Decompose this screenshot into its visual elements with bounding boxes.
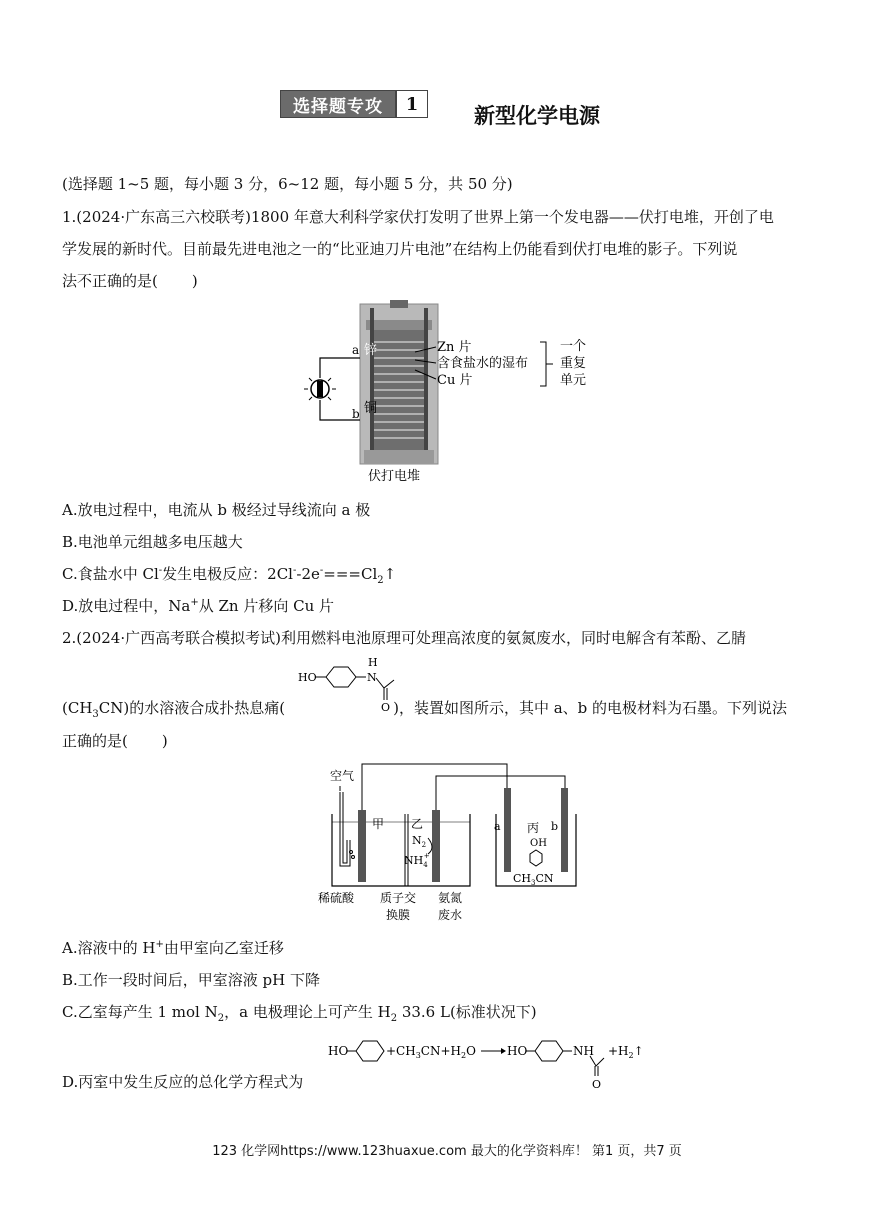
q2-c-sub: 2	[217, 1013, 225, 1024]
q1-d-post: 从 Zn 片移向 Cu 片	[198, 597, 335, 615]
fig-nh4-text: NH	[404, 854, 424, 867]
label-cu-piece: Cu 片	[437, 373, 473, 388]
q2-c-sub2: 2	[390, 1013, 398, 1024]
q2-option-c	[62, 1001, 537, 1024]
fig-yi: 乙	[411, 817, 424, 831]
q2-a-sup: +	[155, 939, 164, 950]
structure-n: N	[367, 671, 377, 684]
fig-b: b	[551, 820, 559, 833]
figure-caption: 伏打电堆	[368, 469, 421, 484]
fig-ch3cn-post: CN	[535, 872, 554, 885]
q1-line3	[62, 270, 198, 291]
label-unit-1: 一个	[560, 339, 587, 354]
fig-jia: 甲	[372, 817, 385, 831]
q2-line2	[62, 697, 787, 720]
structure-h: H	[368, 656, 378, 669]
section-badge	[280, 90, 428, 118]
fig-nh4-sup: +	[423, 852, 430, 860]
page-footer: 123 化学网https://www.123huaxue.com 最大的化学资料库！ 第1 页，共7 页	[212, 1144, 682, 1159]
q1-d-pre: D.放电过程中，Na	[62, 597, 191, 615]
fig-ch3cn-sub: 3	[531, 879, 536, 887]
q1-option-a: A.放电过程中，电流从 b 极经过导线流向 a 极	[62, 501, 371, 519]
label-zn-piece: Zn 片	[437, 340, 472, 355]
eq-ho1: HO	[328, 1044, 349, 1058]
eq-o2: O	[592, 1078, 602, 1091]
fig-membrane-2: 换膜	[386, 908, 411, 922]
eq-middle-a: +CH	[386, 1044, 416, 1058]
fig-nh4-sub: 4	[423, 861, 428, 869]
eq-h2o-sub: 2	[461, 1051, 467, 1060]
q2-option-a	[62, 937, 284, 958]
fuel-cell-figure	[310, 760, 600, 926]
q2-line3	[62, 730, 168, 751]
q2-option-d: D.丙室中发生反应的总化学方程式为	[62, 1073, 304, 1091]
q2-line3-text: 正确的是(	[62, 732, 128, 750]
fig-n2-text: N	[412, 834, 422, 847]
label-copper: 铜	[364, 401, 378, 416]
q2-line1: 2.(2024·广西高考联合模拟考试)利用燃料电池原理可处理高浓度的氨氮废水，同时电解含有苯酚、乙腈	[62, 629, 746, 647]
fig-n2	[412, 834, 426, 849]
q2-line3-close: )	[161, 732, 168, 750]
q1-c-pre: C.食盐水中 Cl	[62, 565, 159, 583]
label-unit-3: 单元	[560, 373, 587, 388]
eq-up: ↑	[633, 1044, 644, 1058]
eq-nh: NH	[573, 1044, 594, 1058]
fig-oh: OH	[530, 838, 547, 849]
q1-c-sup2: -	[292, 565, 297, 576]
q2-line2-sub: 3	[92, 709, 99, 720]
q1-d-sup: +	[190, 597, 199, 608]
q2-a-pre: A.溶液中的 H	[62, 939, 156, 957]
eq-h2	[608, 1044, 644, 1060]
page-title: 新型化学电源	[474, 104, 600, 128]
label-cloth: 含食盐水的湿布	[437, 356, 529, 371]
q1-line3-text: 法不正确的是(	[62, 272, 158, 290]
eq-o: O	[466, 1044, 476, 1058]
eq-middle	[386, 1044, 476, 1060]
fig-air: 空气	[330, 769, 355, 783]
q2-c-mid: ，a 电极理论上可产生 H	[224, 1003, 391, 1021]
fig-bing: 丙	[527, 821, 540, 835]
q2-c-post: 33.6 L(标准状况下)	[397, 1003, 537, 1021]
label-a: a	[352, 343, 360, 357]
reaction-equation	[326, 1030, 656, 1092]
label-unit-2: 重复	[560, 356, 587, 371]
fig-membrane-1: 质子交	[380, 891, 417, 905]
q1-c-sup1: -	[158, 565, 163, 576]
q2-line2-after: )，装置如图所示，其中 a、b 的电极材料为石墨。下列说法	[393, 699, 788, 717]
label-b: b	[352, 407, 360, 421]
structure-ho: HO	[298, 671, 317, 684]
q1-option-c	[62, 563, 396, 586]
q2-line2-pre: (CH	[62, 699, 93, 717]
q1-c-eq: ===Cl	[323, 565, 378, 583]
eq-middle-post: CN+H	[420, 1044, 461, 1058]
eq-h2-sub: 2	[628, 1051, 634, 1060]
q1-line2: 学发展的新时代。目前最先进电池之一的“比亚迪刀片电池”在结构上仍能看到伏打电堆的影子。下列说	[62, 240, 738, 258]
fig-n2-sub: 2	[421, 841, 427, 849]
q1-option-b: B.电池单元组越多电压越大	[62, 533, 243, 551]
fig-a: a	[494, 820, 501, 833]
badge-number: 1	[396, 90, 428, 118]
q1-c-mid2: -2e	[296, 565, 320, 583]
structure-o: O	[381, 701, 391, 712]
q2-a-post: 由甲室向乙室迁移	[163, 939, 284, 957]
fig-ch3cn	[513, 872, 554, 887]
eq-h2-text: +H	[608, 1044, 629, 1058]
q1-option-d	[62, 595, 334, 616]
q2-line2-post: CN)的水溶液合成扑热息痛(	[98, 699, 286, 717]
badge-label: 选择题专攻	[280, 90, 396, 118]
intro-text: (选择题 1~5 题，每小题 3 分，6~12 题，每小题 5 分，共 50 分)	[62, 175, 513, 193]
fig-acid: 稀硫酸	[318, 891, 355, 905]
eq-middle-sub: 3	[415, 1051, 421, 1060]
fig-nh4	[404, 852, 430, 869]
q1-c-arrow: ↑	[383, 565, 397, 583]
fig-waste-1: 氨氮	[438, 891, 463, 905]
q1-line1: 1.(2024·广东高三六校联考)1800 年意大利科学家伏打发明了世界上第一个发电器——伏打电堆，开创了电	[62, 208, 774, 226]
voltaic-pile-figure	[290, 300, 610, 490]
fig-waste-2: 废水	[438, 908, 463, 922]
eq-ho2: HO	[507, 1044, 528, 1058]
q1-c-sub: 2	[377, 575, 384, 586]
label-zinc: 锌	[364, 343, 378, 358]
q1-line3-close: )	[191, 272, 198, 290]
q1-c-mid: 发生电极反应：2Cl	[162, 565, 293, 583]
q2-option-b: B.工作一段时间后，甲室溶液 pH 下降	[62, 971, 321, 989]
q1-c-sup3: -	[319, 565, 324, 576]
q2-c-pre: C.乙室每产生 1 mol N	[62, 1003, 218, 1021]
fig-ch3cn-a: CH	[513, 872, 532, 885]
